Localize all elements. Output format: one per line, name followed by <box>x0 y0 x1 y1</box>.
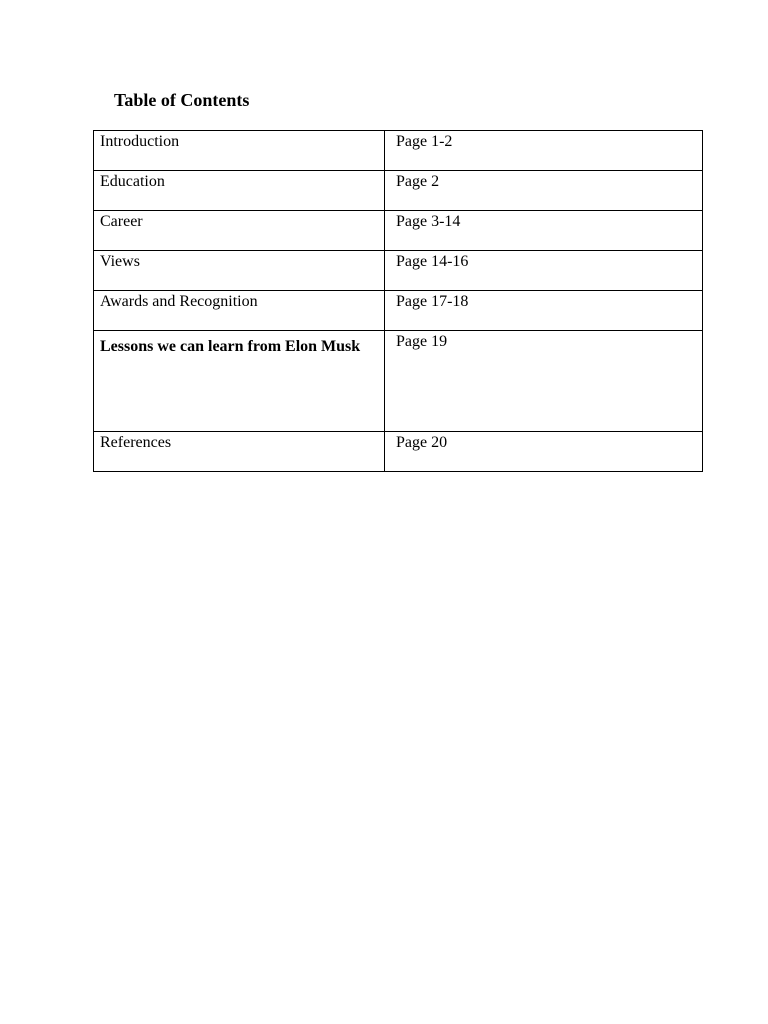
page-title: Table of Contents <box>114 90 250 110</box>
toc-section: References <box>94 432 385 472</box>
toc-row-career <box>94 211 703 251</box>
toc-section: Career <box>94 211 385 251</box>
toc-row-lessons <box>94 331 703 432</box>
toc-section: Education <box>94 171 385 211</box>
toc-row-views <box>94 251 703 291</box>
toc-page: Page 3-14 <box>385 211 703 251</box>
toc-row-education <box>94 171 703 211</box>
toc-page: Page 2 <box>385 171 703 211</box>
toc-section: Introduction <box>94 131 385 171</box>
toc-row-references <box>94 432 703 472</box>
toc-row-introduction <box>94 131 703 171</box>
toc-section: Views <box>94 251 385 291</box>
toc-page: Page 20 <box>385 432 703 472</box>
toc-page: Page 17-18 <box>385 291 703 331</box>
toc-row-awards <box>94 291 703 331</box>
toc-table <box>93 130 703 472</box>
toc-section: Awards and Recognition <box>94 291 385 331</box>
toc-section: Lessons we can learn from Elon Musk <box>94 331 385 432</box>
toc-page: Page 14-16 <box>385 251 703 291</box>
toc-page: Page 19 <box>385 331 703 432</box>
toc-page: Page 1-2 <box>385 131 703 171</box>
